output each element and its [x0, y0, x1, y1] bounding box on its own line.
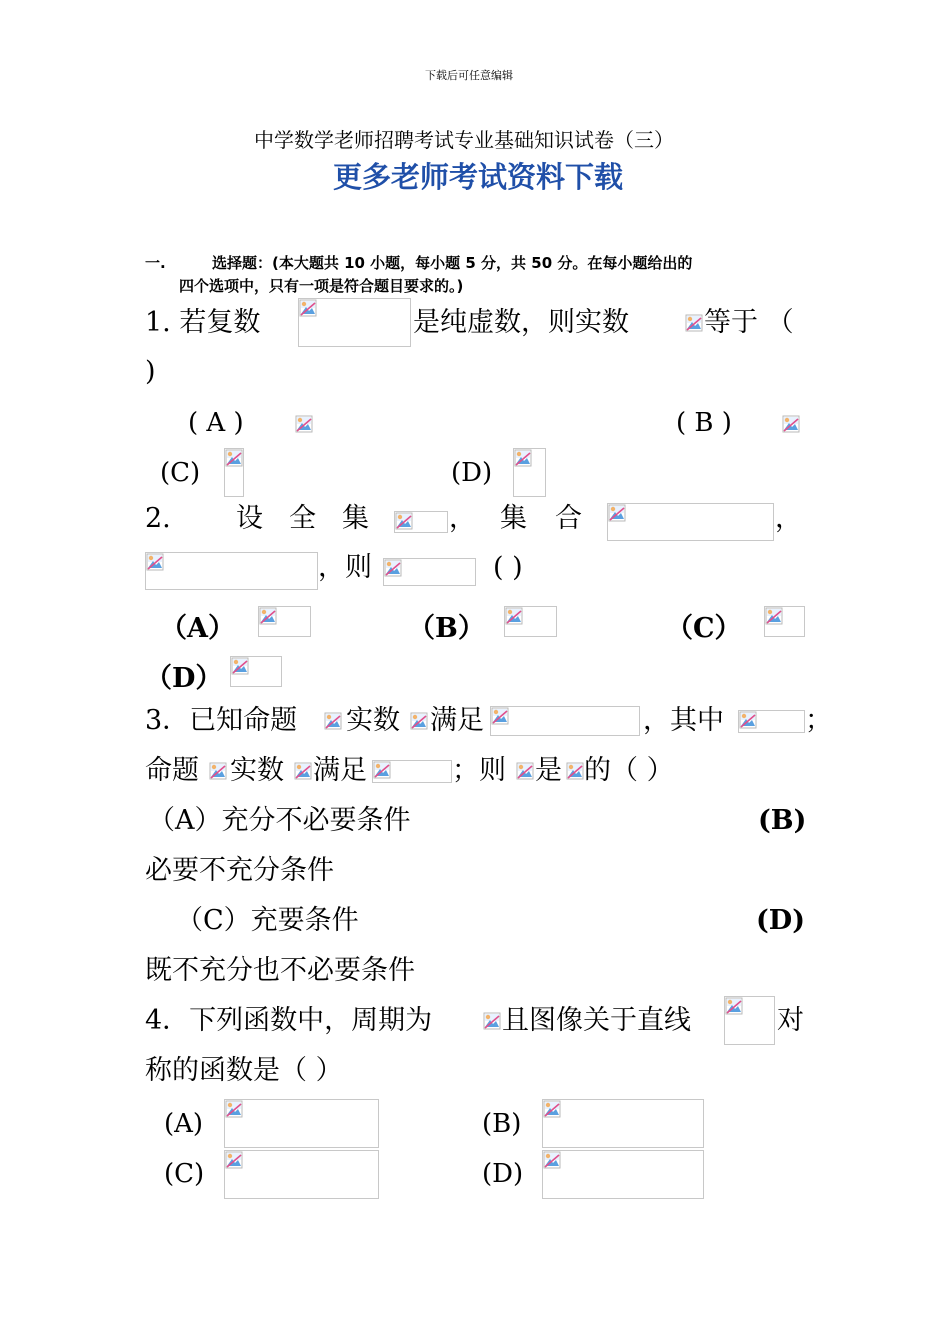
- broken-image-icon: [294, 762, 312, 780]
- q3-option-d: (D): [756, 905, 805, 936]
- q3-option-b: (B): [758, 805, 807, 836]
- q2-option-d: （D）: [145, 663, 223, 694]
- q2-then: ，则: [318, 552, 372, 583]
- broken-image-icon: [146, 553, 164, 571]
- q2-word: 集: [500, 503, 527, 534]
- broken-image-icon: [483, 1012, 501, 1030]
- broken-image-icon: [739, 711, 757, 729]
- q3-l1b: 实数: [346, 705, 400, 736]
- formula-image: [542, 1150, 704, 1199]
- broken-image-icon: [225, 449, 243, 467]
- formula-image: [298, 298, 411, 347]
- q3-l2d: ；则: [452, 755, 506, 786]
- q3-l2e: 是: [535, 755, 562, 786]
- broken-image-icon: [782, 415, 800, 433]
- q4-l1b: 且图像关于直线: [502, 1005, 691, 1036]
- broken-image-icon: [725, 997, 743, 1015]
- formula-image: [738, 710, 805, 733]
- q2-comma: ，: [775, 503, 802, 534]
- q2-comma: ，: [449, 503, 476, 534]
- q4-option-a: (A): [164, 1109, 204, 1139]
- q1-part3: 等于 （: [704, 307, 794, 338]
- broken-image-icon: [299, 299, 317, 317]
- broken-image-icon: [225, 1100, 243, 1118]
- formula-image: [724, 996, 775, 1045]
- q3-l1d: ，其中: [643, 705, 724, 736]
- q2-word: 设: [236, 503, 263, 534]
- q1-part2: 是纯虚数，则实数: [413, 307, 629, 338]
- q3-l2b: 实数: [230, 755, 284, 786]
- broken-image-icon: [384, 559, 402, 577]
- q4-l1a: 4．下列函数中，周期为: [145, 1005, 433, 1036]
- q3-option-b-text: 必要不充分条件: [145, 855, 334, 886]
- q1-close: ): [145, 356, 156, 387]
- formula-image: [145, 552, 318, 590]
- broken-image-icon: [566, 762, 584, 780]
- q1-option-d: (D): [451, 458, 493, 488]
- q3-option-a: （A）充分不必要条件: [148, 805, 411, 836]
- q2-option-a: （A）: [160, 613, 235, 644]
- q4-option-c: (C): [164, 1159, 205, 1189]
- q4-option-d: (D): [482, 1159, 524, 1189]
- broken-image-icon: [608, 504, 626, 522]
- page-subtitle: 更多老师考试资料下载: [333, 160, 624, 194]
- q4-option-b: (B): [482, 1109, 522, 1139]
- q3-l2c: 满足: [313, 755, 367, 786]
- q3-l2a: 命题: [145, 755, 199, 786]
- q2-num: 2.: [145, 503, 171, 534]
- q3-l1a: 3．已知命题: [145, 705, 298, 736]
- q1-part1: 1. 若复数: [145, 307, 261, 338]
- broken-image-icon: [685, 314, 703, 332]
- section-line2: 四个选项中，只有一项是符合题目要求的。): [179, 277, 464, 295]
- broken-image-icon: [516, 762, 534, 780]
- broken-image-icon: [491, 707, 509, 725]
- q2-word: 全: [289, 503, 316, 534]
- q4-l1c: 对: [777, 1005, 804, 1036]
- formula-image: [504, 606, 557, 637]
- q3-l1e: ；: [805, 705, 832, 736]
- formula-image: [383, 558, 476, 586]
- formula-image: [224, 1099, 379, 1148]
- broken-image-icon: [231, 657, 249, 675]
- q3-option-d-text: 既不充分也不必要条件: [145, 955, 415, 986]
- q3-option-c: （C）充要条件: [176, 905, 359, 936]
- q3-l2f: 的（ ）: [584, 755, 674, 786]
- broken-image-icon: [324, 712, 342, 730]
- broken-image-icon: [505, 607, 523, 625]
- q2-word: 合: [555, 503, 582, 534]
- broken-image-icon: [209, 762, 227, 780]
- broken-image-icon: [373, 761, 391, 779]
- formula-image: [490, 706, 640, 736]
- broken-image-icon: [543, 1100, 561, 1118]
- broken-image-icon: [514, 449, 532, 467]
- formula-image: [224, 1150, 379, 1199]
- broken-image-icon: [395, 512, 413, 530]
- formula-image: [607, 503, 774, 541]
- q2-paren: ( ): [493, 552, 523, 583]
- q1-option-a: ( A ): [188, 408, 244, 438]
- broken-image-icon: [225, 1151, 243, 1169]
- q2-option-c: （C）: [666, 613, 742, 644]
- broken-image-icon: [259, 607, 277, 625]
- formula-image: [513, 448, 546, 497]
- formula-image: [372, 760, 452, 783]
- broken-image-icon: [543, 1151, 561, 1169]
- broken-image-icon: [765, 607, 783, 625]
- formula-image: [224, 448, 244, 497]
- broken-image-icon: [295, 415, 313, 433]
- q2-option-b: （B）: [408, 613, 485, 644]
- section-line1: 选择题：(本大题共 10 小题，每小题 5 分，共 50 分。在每小题给出的: [212, 254, 693, 272]
- formula-image: [542, 1099, 704, 1148]
- formula-image: [764, 606, 805, 637]
- broken-image-icon: [410, 712, 428, 730]
- header-note: 下载后可任意编辑: [425, 69, 513, 82]
- q4-l2: 称的函数是（ ）: [145, 1055, 343, 1086]
- section-number: 一.: [145, 254, 166, 272]
- formula-image: [230, 656, 282, 687]
- formula-image: [394, 511, 448, 533]
- q1-option-c: (C): [160, 458, 201, 488]
- formula-image: [258, 606, 311, 637]
- q3-l1c: 满足: [430, 705, 484, 736]
- q1-option-b: ( B ): [676, 408, 732, 438]
- page-title: 中学数学老师招聘考试专业基础知识试卷（三）: [254, 128, 674, 152]
- q2-word: 集: [342, 503, 369, 534]
